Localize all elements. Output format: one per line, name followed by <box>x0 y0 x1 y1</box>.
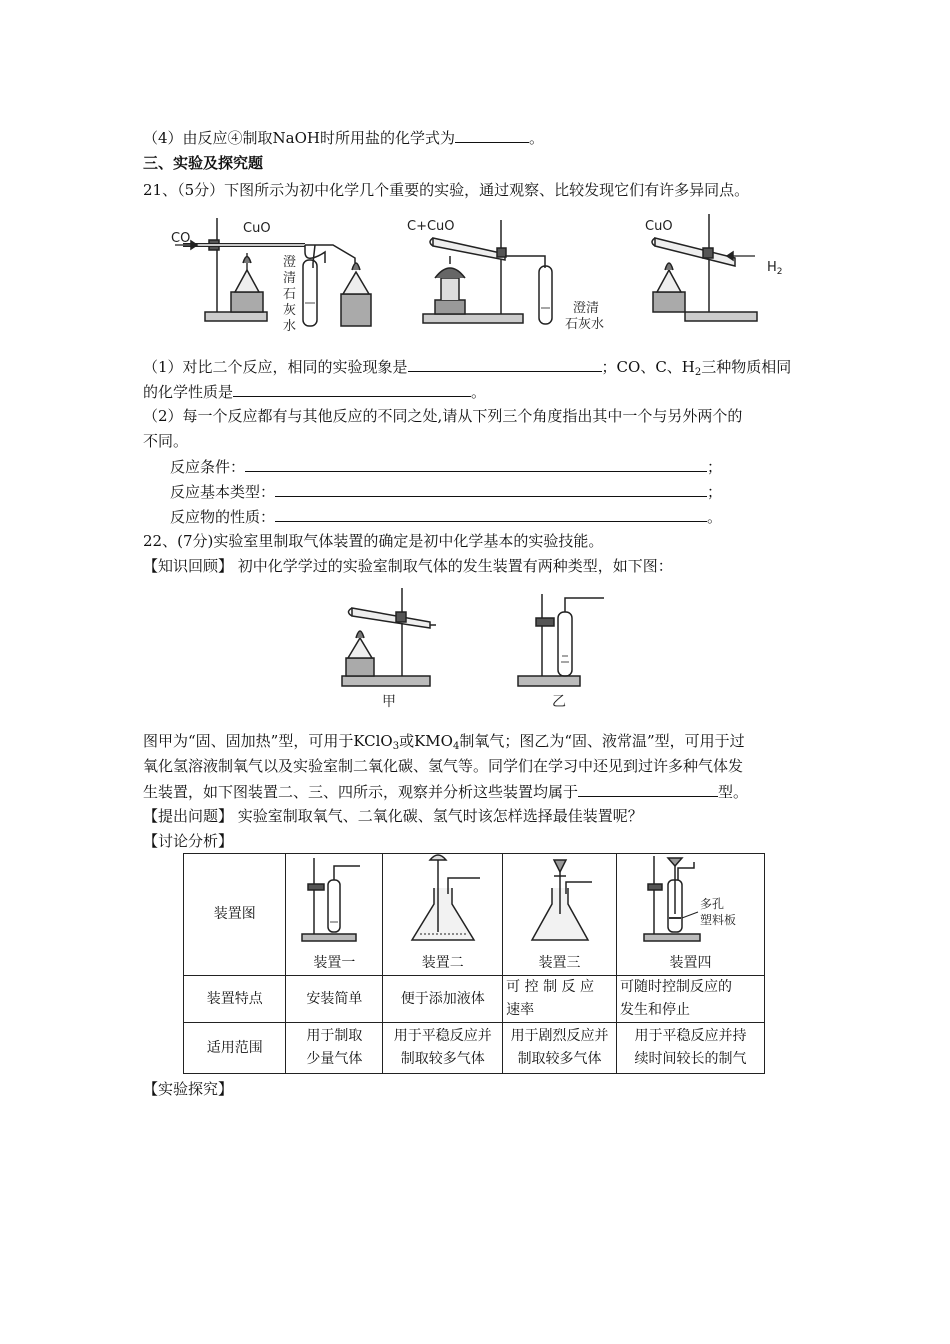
c-cuo-apparatus <box>423 220 552 324</box>
q22-text-line1 <box>143 731 745 757</box>
scope-line: 少量气体 <box>306 1051 363 1067</box>
aspect-type <box>170 481 722 502</box>
section-3-title: 三、实验及探究题 <box>143 154 264 172</box>
q22-text3-b: 型。 <box>718 783 749 801</box>
apparatus-jia <box>342 588 436 686</box>
device-4-caption: 装置四 <box>669 955 712 971</box>
device-2-caption: 装置二 <box>421 955 464 971</box>
svg-text:清: 清 <box>283 271 297 286</box>
q4-answer-blank[interactable] <box>455 127 529 143</box>
aspect-condition <box>170 456 722 477</box>
q22-text-line2: 氧化氢溶液制氧气以及实验室制二氧化碳、氢气等。同学们在学习中还见到过许多种气体发 <box>143 757 744 775</box>
device-1-cell <box>286 854 383 976</box>
q22-text1-c: 制氧气；图乙为“固、液常温”型，可用于过 <box>459 732 745 750</box>
aspect-blank-property[interactable] <box>275 506 707 522</box>
device-4-feature <box>616 976 764 1023</box>
q22-text3-a: 生装置，如下图装置二、三、四所示，观察并分析这些装置均属于 <box>143 783 579 801</box>
q22-explore: 【实验探究】 <box>143 1080 234 1098</box>
co-cuo-apparatus <box>175 218 371 326</box>
kclo3-subscript: 3 <box>392 741 400 752</box>
q21-intro: 21、（5分）下图所示为初中化学几个重要的实验，通过观察、比较发现它们有许多异同点。 <box>143 181 750 199</box>
q21-part1-line1 <box>143 356 791 383</box>
svg-text:澄: 澄 <box>283 255 297 270</box>
plate-label-1: 多孔 <box>700 897 725 911</box>
svg-text:灰: 灰 <box>283 303 297 318</box>
q22-discussion: 【讨论分析】 <box>143 832 234 850</box>
aspect-blank-type[interactable] <box>275 481 707 497</box>
scope-line: 制取较多气体 <box>517 1051 602 1067</box>
q22-text1-a: 图甲为“固、固加热”型，可用于KClO <box>143 732 393 750</box>
label-yi: 乙 <box>552 694 566 710</box>
aspect-label: 反应条件： <box>170 458 246 476</box>
feature-line: 发生和停止 <box>619 1002 690 1018</box>
q22-type-blank[interactable] <box>578 781 718 797</box>
q22-text1-b: 或KMO <box>399 732 453 750</box>
q21-p1-blank-1[interactable] <box>408 356 602 372</box>
lime-water-label-1 <box>283 255 296 334</box>
scope-line: 制取较多气体 <box>400 1051 485 1067</box>
q4-line <box>143 127 544 148</box>
device-1-scope <box>286 1023 383 1074</box>
apparatus-yi <box>518 594 604 686</box>
device-table <box>183 853 765 1074</box>
q21-p1-text-b: ；CO、C、H <box>601 358 695 376</box>
device-3-scope <box>503 1023 617 1074</box>
c-cuo-label: C+CuO <box>407 219 455 234</box>
q21-part2-line1: （2）每一个反应都有与其他反应的不同之处,请从下列三个角度指出其中一个与另外两个的 <box>143 407 743 425</box>
h2-subscript: 2 <box>694 367 702 378</box>
row-header-diagram: 装置图 <box>184 854 286 976</box>
device-3-diagram <box>520 854 600 946</box>
cuo-label-2: CuO <box>645 219 673 234</box>
device-2-scope <box>383 1023 503 1074</box>
label-jia: 甲 <box>382 694 396 710</box>
h2-label: $H_2$ <box>767 260 783 277</box>
svg-text:水: 水 <box>283 319 297 334</box>
q22-intro: 22、(7分)实验室里制取气体装置的确定是初中化学基本的实验技能。 <box>143 532 604 550</box>
device-1-diagram <box>294 854 374 946</box>
cuo-label-1: CuO <box>243 221 271 236</box>
feature-line: 速率 <box>506 1002 535 1018</box>
q22-figure <box>336 584 616 714</box>
feature-line: 可随时控制反应的 <box>619 979 732 995</box>
device-4-scope <box>616 1023 764 1074</box>
aspect-label: 反应物的性质： <box>170 508 276 526</box>
device-1-feature: 安装简单 <box>286 976 383 1023</box>
q21-part1-line2 <box>143 381 486 402</box>
device-1-caption: 装置一 <box>313 955 356 971</box>
scope-line: 用于平稳反应并持 <box>634 1028 747 1044</box>
aspect-property <box>170 506 722 527</box>
device-3-feature <box>503 976 617 1023</box>
lime-water-label-2a: 澄清 <box>573 301 600 316</box>
aspect-label: 反应基本类型： <box>170 483 276 501</box>
aspect-end: ； <box>707 483 723 501</box>
q21-figure <box>165 208 790 336</box>
plate-label-2: 塑料板 <box>700 913 737 927</box>
q22-question: 【提出问题】 实验室制取氧气、二氧化碳、氢气时该怎样选择最佳装置呢？ <box>143 807 643 825</box>
feature-line: 可 控 制 反 应 <box>506 979 594 995</box>
device-2-feature: 便于添加液体 <box>383 976 503 1023</box>
device-4-cell <box>616 854 764 976</box>
aspect-end: ； <box>707 458 723 476</box>
device-3-caption: 装置三 <box>538 955 581 971</box>
device-2-diagram <box>398 854 488 946</box>
q22-text-line3 <box>143 781 748 802</box>
q21-p1-blank-2[interactable] <box>233 381 471 397</box>
device-4-diagram <box>620 854 760 946</box>
row-header-scope: 适用范围 <box>184 1023 286 1074</box>
lime-water-label-2b: 石灰水 <box>565 317 605 332</box>
q21-p1-text-c: 三种物质相同 <box>701 358 792 376</box>
aspect-end: 。 <box>707 508 723 526</box>
device-3-cell <box>503 854 617 976</box>
co-label: CO <box>171 231 191 246</box>
aspect-blank-condition[interactable] <box>245 456 707 472</box>
q21-p1-text: （1）对比二个反应，相同的实验现象是 <box>143 358 408 376</box>
q21-p1-line2-end: 。 <box>471 383 487 401</box>
device-2-cell <box>383 854 503 976</box>
q21-p1-line2-text: 的化学性质是 <box>143 383 234 401</box>
scope-line: 用于剧烈反应并 <box>510 1028 609 1044</box>
scope-line: 用于平稳反应并 <box>393 1028 492 1044</box>
scope-line: 用于制取 <box>306 1028 363 1044</box>
scope-line: 续时间较长的制气 <box>634 1051 747 1067</box>
q4-end: 。 <box>529 129 545 147</box>
q21-part2-line2: 不同。 <box>143 432 189 450</box>
q4-text: （4）由反应④制取NaOH时所用盐的化学式为 <box>143 129 455 147</box>
kmo4-subscript: 4 <box>452 741 460 752</box>
row-header-feature: 装置特点 <box>184 976 286 1023</box>
q22-review: 【知识回顾】 初中化学学过的实验室制取气体的发生装置有两种类型，如下图： <box>143 557 673 575</box>
svg-text:石: 石 <box>283 287 297 302</box>
